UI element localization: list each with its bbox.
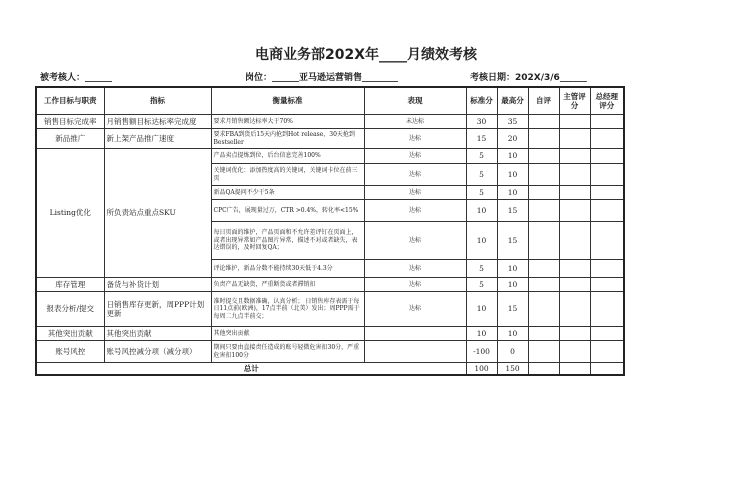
max-score-cell: 10: [497, 149, 528, 164]
table-row: [36, 129, 624, 149]
gm-score-cell[interactable]: [590, 292, 624, 327]
gm-score-cell[interactable]: [590, 222, 624, 260]
standard-cell: 新品QA提问不少于5条: [211, 186, 364, 200]
table-row: [36, 278, 624, 292]
column-header: 表现: [364, 87, 466, 115]
goal-cell: 账号风控: [36, 341, 104, 363]
standard-score-cell: 10: [466, 292, 497, 327]
standard-score-cell: 5: [466, 164, 497, 186]
column-header: 自评: [528, 87, 559, 115]
self-score-cell[interactable]: [528, 200, 559, 222]
standard-score-cell: 5: [466, 149, 497, 164]
gm-score-cell[interactable]: [590, 129, 624, 149]
max-score-cell: 0: [497, 341, 528, 363]
table-row: [36, 115, 624, 129]
table-row: [36, 292, 624, 327]
standard-cell: 要求月销售额达标率大于70%: [211, 115, 364, 129]
table-row: [36, 149, 624, 164]
total-row: [36, 363, 624, 376]
indicator-cell: 月销售额目标达标率完成度: [104, 115, 211, 129]
table-row: [36, 327, 624, 341]
column-header: 工作目标与职责: [36, 87, 104, 115]
max-score-cell: 35: [497, 115, 528, 129]
standard-score-cell: 15: [466, 129, 497, 149]
performance-cell: [364, 341, 466, 363]
total-gm: [590, 363, 624, 376]
gm-score-cell[interactable]: [590, 186, 624, 200]
goal-cell: 报表分析/提交: [36, 292, 104, 327]
goal-cell: 其他突出贡献: [36, 327, 104, 341]
page-title: 电商业务部202X年____月绩效考核: [254, 47, 478, 63]
standard-score-cell: -100: [466, 341, 497, 363]
self-score-cell[interactable]: [528, 115, 559, 129]
standard-score-cell: 5: [466, 260, 497, 278]
performance-cell: [364, 327, 466, 341]
standard-cell: CPC广告，展现量过万，CTR >0.4%，转化率<15%: [211, 200, 364, 222]
indicator-cell: 日销售库存更新，周PPP计划更新: [104, 292, 211, 327]
performance-cell: 达标: [364, 260, 466, 278]
manager-score-cell[interactable]: [559, 222, 590, 260]
performance-cell: 达标: [364, 292, 466, 327]
assessee-label: 被考核人：______: [40, 73, 113, 83]
standard-score-cell: 10: [466, 222, 497, 260]
performance-cell: 达标: [364, 222, 466, 260]
max-score-cell: 10: [497, 327, 528, 341]
gm-score-cell[interactable]: [590, 115, 624, 129]
total-manager: [559, 363, 590, 376]
indicator-cell: 账号风控减分项（减分项）: [104, 341, 211, 363]
goal-cell: Listing优化: [36, 149, 104, 278]
position-label: 岗位：______亚马逊运营销售________: [245, 73, 399, 83]
total-max-score: 150: [497, 363, 528, 376]
performance-cell: 达标: [364, 129, 466, 149]
max-score-cell: 20: [497, 129, 528, 149]
table-row: [36, 341, 624, 363]
indicator-cell: 所负责站点重点SKU: [104, 149, 211, 278]
standard-score-cell: 10: [466, 327, 497, 341]
manager-score-cell[interactable]: [559, 164, 590, 186]
self-score-cell[interactable]: [528, 327, 559, 341]
column-header: 主管评分: [559, 87, 590, 115]
manager-score-cell[interactable]: [559, 129, 590, 149]
performance-cell: 达标: [364, 164, 466, 186]
column-header: 衡量标准: [211, 87, 364, 115]
self-score-cell[interactable]: [528, 222, 559, 260]
performance-cell: 达标: [364, 149, 466, 164]
total-self: [528, 363, 559, 376]
self-score-cell[interactable]: [528, 292, 559, 327]
column-header: 总经理评分: [590, 87, 624, 115]
date-label: 考核日期：202X/3/6______: [470, 73, 587, 83]
indicator-cell: 备货与补货计划: [104, 278, 211, 292]
column-header: 最高分: [497, 87, 528, 115]
indicator-cell: 其他突出贡献: [104, 327, 211, 341]
self-score-cell[interactable]: [528, 186, 559, 200]
gm-score-cell[interactable]: [590, 278, 624, 292]
goal-cell: 销售目标完成率: [36, 115, 104, 129]
goal-cell: 库存管理: [36, 278, 104, 292]
manager-score-cell[interactable]: [559, 186, 590, 200]
manager-score-cell[interactable]: [559, 260, 590, 278]
gm-score-cell[interactable]: [590, 260, 624, 278]
max-score-cell: 10: [497, 260, 528, 278]
standard-cell: 期间只要由直接责任造成的账号轻微危害扣30分，严重危害扣100分: [211, 341, 364, 363]
standard-score-cell: 5: [466, 278, 497, 292]
performance-cell: 达标: [364, 200, 466, 222]
standard-cell: 产品卖点提炼到位，后台信息完善100%: [211, 149, 364, 164]
max-score-cell: 10: [497, 278, 528, 292]
max-score-cell: 10: [497, 164, 528, 186]
total-standard-score: 100: [466, 363, 497, 376]
indicator-cell: 新上架产品推广速度: [104, 129, 211, 149]
goal-cell: 新品推广: [36, 129, 104, 149]
standard-cell: 每日页面的维护，产品页面和不允许差评钉在页面上，或者出现异常如产品图片异常，描述不对或者缺失，表达错误的，及时回复QA；: [211, 222, 364, 260]
manager-score-cell[interactable]: [559, 327, 590, 341]
column-header: 指标: [104, 87, 211, 115]
gm-score-cell[interactable]: [590, 200, 624, 222]
self-score-cell[interactable]: [528, 260, 559, 278]
standard-score-cell: 10: [466, 200, 497, 222]
standard-cell: 负责产品无缺货，严重断货或者滞销扣: [211, 278, 364, 292]
total-label: 总计: [36, 363, 466, 376]
gm-score-cell[interactable]: [590, 327, 624, 341]
self-score-cell[interactable]: [528, 129, 559, 149]
self-score-cell[interactable]: [528, 149, 559, 164]
max-score-cell: 10: [497, 186, 528, 200]
standard-score-cell: 5: [466, 186, 497, 200]
manager-score-cell[interactable]: [559, 341, 590, 363]
self-score-cell[interactable]: [528, 341, 559, 363]
standard-cell: 准时提交且数据准确，认真分析； 日销售库存表需于每日11点前(欧洲)，17点半前（北美）发出；周PPP需于每周二九点半前交；: [211, 292, 364, 327]
self-score-cell[interactable]: [528, 278, 559, 292]
manager-score-cell[interactable]: [559, 278, 590, 292]
performance-cell: 未达标: [364, 115, 466, 129]
max-score-cell: 15: [497, 222, 528, 260]
manager-score-cell[interactable]: [559, 200, 590, 222]
standard-score-cell: 30: [466, 115, 497, 129]
assessment-table: [35, 86, 625, 376]
max-score-cell: 15: [497, 292, 528, 327]
gm-score-cell[interactable]: [590, 164, 624, 186]
standard-cell: 评论维护，新品分数不能持续30天低于4.3分: [211, 260, 364, 278]
manager-score-cell[interactable]: [559, 149, 590, 164]
max-score-cell: 15: [497, 200, 528, 222]
manager-score-cell[interactable]: [559, 115, 590, 129]
manager-score-cell[interactable]: [559, 292, 590, 327]
gm-score-cell[interactable]: [590, 149, 624, 164]
gm-score-cell[interactable]: [590, 341, 624, 363]
standard-cell: 其他突出贡献: [211, 327, 364, 341]
standard-cell: 关键词优化：添加热度高的关键词，关键词卡位在前三页: [211, 164, 364, 186]
performance-cell: 达标: [364, 186, 466, 200]
performance-cell: 达标: [364, 278, 466, 292]
standard-cell: 要求FBA到货后15天内抢到Hot release，30天抢到Bestseller: [211, 129, 364, 149]
column-header: 标准分: [466, 87, 497, 115]
self-score-cell[interactable]: [528, 164, 559, 186]
